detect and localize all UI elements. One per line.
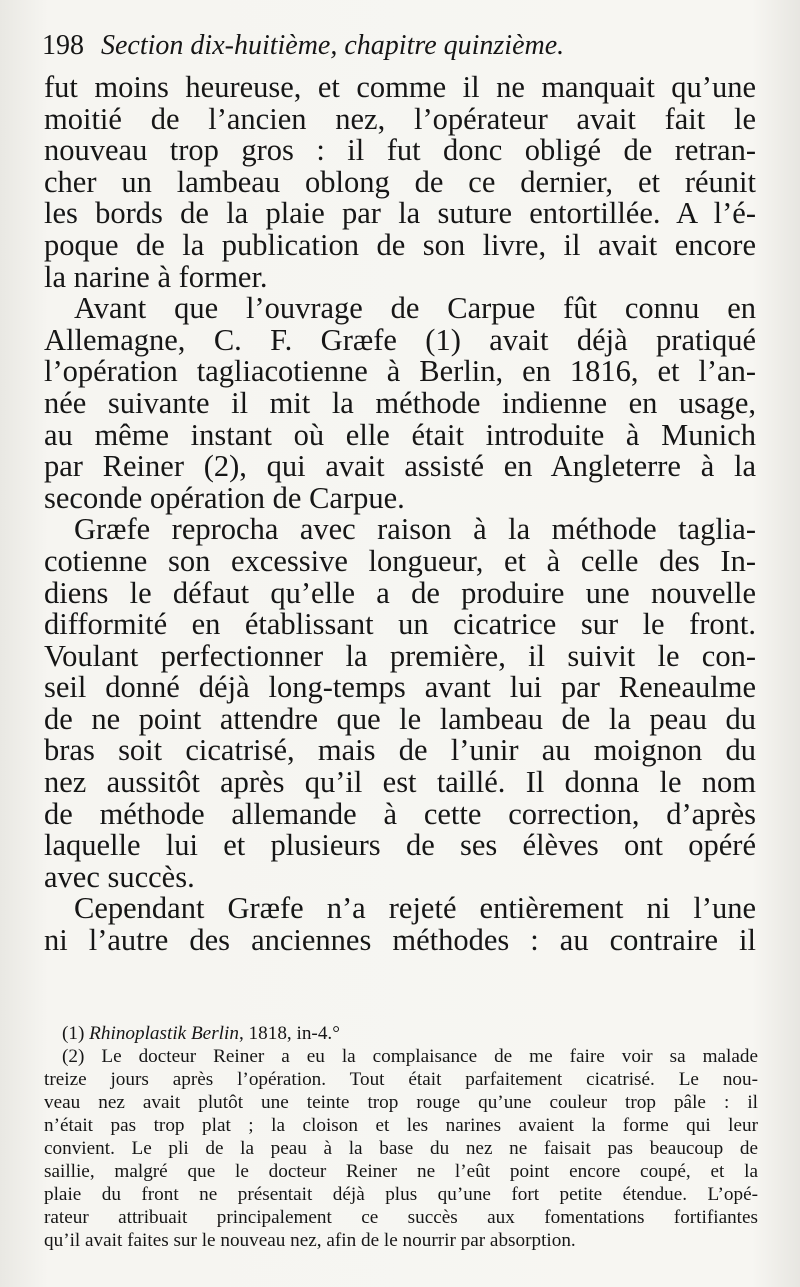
text-line: de méthode allemande à cette correction, d’après — [44, 796, 756, 831]
running-header — [42, 30, 762, 62]
footnote-cited-title: Rhinoplastik Berlin — [89, 1023, 239, 1044]
paragraph-4 — [44, 893, 756, 956]
footnotes — [44, 1022, 758, 1252]
text-line: l’opération tagliacotienne à Berlin, en 1816, et l’an- — [44, 354, 756, 389]
footnote-line: qu’il avait faites sur le nouveau nez, afin de le nourrir par absorption. — [44, 1230, 576, 1251]
page-number: 198 — [42, 30, 84, 61]
text-line: seil donné déjà long-temps avant lui par Reneaulme — [44, 670, 756, 705]
text-line: cher un lambeau oblong de ce dernier, et réunit — [44, 164, 756, 199]
text-line: par Reiner (2), qui avait assisté en Angleterre à la — [44, 449, 756, 484]
footnote-line: rateur attribuait principalement ce succès aux fomentations fortifiantes — [44, 1207, 758, 1228]
text-line: de ne point attendre que le lambeau de la peau du — [44, 701, 756, 736]
footnote-line: convient. Le pli de la peau à la base du nez ne faisait pas beaucoup de — [44, 1138, 758, 1159]
text-line: avec succès. — [44, 859, 195, 894]
text-line: Cependant Græfe n’a rejeté entièrement ni l’une — [74, 891, 756, 926]
text-line: nouveau trop gros : il fut donc obligé de retran- — [44, 133, 756, 168]
text-line: moitié de l’ancien nez, l’opérateur avait fait le — [44, 101, 756, 136]
text-line: fut moins heureuse, et comme il ne manquait qu’une — [44, 70, 756, 104]
footnote-line: (2) Le docteur Reiner a eu la complaisance de me faire voir sa malade — [62, 1046, 758, 1067]
footnote-marker: (1) — [62, 1023, 85, 1044]
text-line: cotienne son excessive longueur, et à celle des In- — [44, 543, 756, 578]
paragraph-1 — [44, 72, 756, 293]
text-line: Avant que l’ouvrage de Carpue fût connu en — [74, 291, 756, 326]
footnote-1 — [44, 1022, 758, 1045]
text-line: née suivante il mit la méthode indienne en usage, — [44, 385, 756, 420]
text-line: Allemagne, C. F. Græfe (1) avait déjà pratiqué — [44, 322, 756, 357]
text-line: les bords de la plaie par la suture entortillée. A l’é- — [44, 196, 756, 231]
text-line: Græfe reprocha avec raison à la méthode taglia- — [74, 512, 756, 547]
text-line: la narine à former. — [44, 259, 268, 294]
paragraph-3 — [44, 514, 756, 893]
footnote-2 — [44, 1045, 758, 1252]
footnote-citation-details: , 1818, in-4.° — [238, 1023, 340, 1044]
text-line: nez aussitôt après qu’il est taillé. Il donna le nom — [44, 765, 756, 800]
text-line: ni l’autre des anciennes méthodes : au contraire il — [44, 923, 756, 958]
footnote-line: veau nez avait plutôt une teinte trop rouge qu’une couleur trop pâle : il — [44, 1092, 758, 1113]
text-line: seconde opération de Carpue. — [44, 480, 405, 515]
footnote-line: treize jours après l’opération. Tout était parfaitement cicatrisé. Le nou- — [44, 1069, 758, 1090]
text-line: Voulant perfectionner la première, il suivit le con- — [44, 638, 756, 673]
text-line: poque de la publication de son livre, il avait encore — [44, 227, 756, 262]
footnote-line: plaie du front ne présentait déjà plus qu’une fort petite étendue. L’opé- — [44, 1184, 758, 1205]
paragraph-2 — [44, 293, 756, 514]
running-title: Section dix-huitième, chapitre quinzième. — [101, 30, 565, 61]
text-line: difformité en établissant un cicatrice sur le front. — [44, 607, 756, 642]
text-line: bras soit cicatrisé, mais de l’unir au moignon du — [44, 733, 756, 768]
text-line: au même instant où elle était introduite à Munich — [44, 417, 756, 452]
text-line: diens le défaut qu’elle a de produire une nouvelle — [44, 575, 756, 610]
footnote-line: saillie, malgré que le docteur Reiner ne l’eût point encore coupé, et la — [44, 1161, 758, 1182]
text-line: laquelle lui et plusieurs de ses élèves ont opéré — [44, 828, 756, 863]
body-text — [44, 72, 756, 957]
footnote-line: n’était pas trop plat ; la cloison et les narines avaient la forme qui leur — [44, 1115, 758, 1136]
